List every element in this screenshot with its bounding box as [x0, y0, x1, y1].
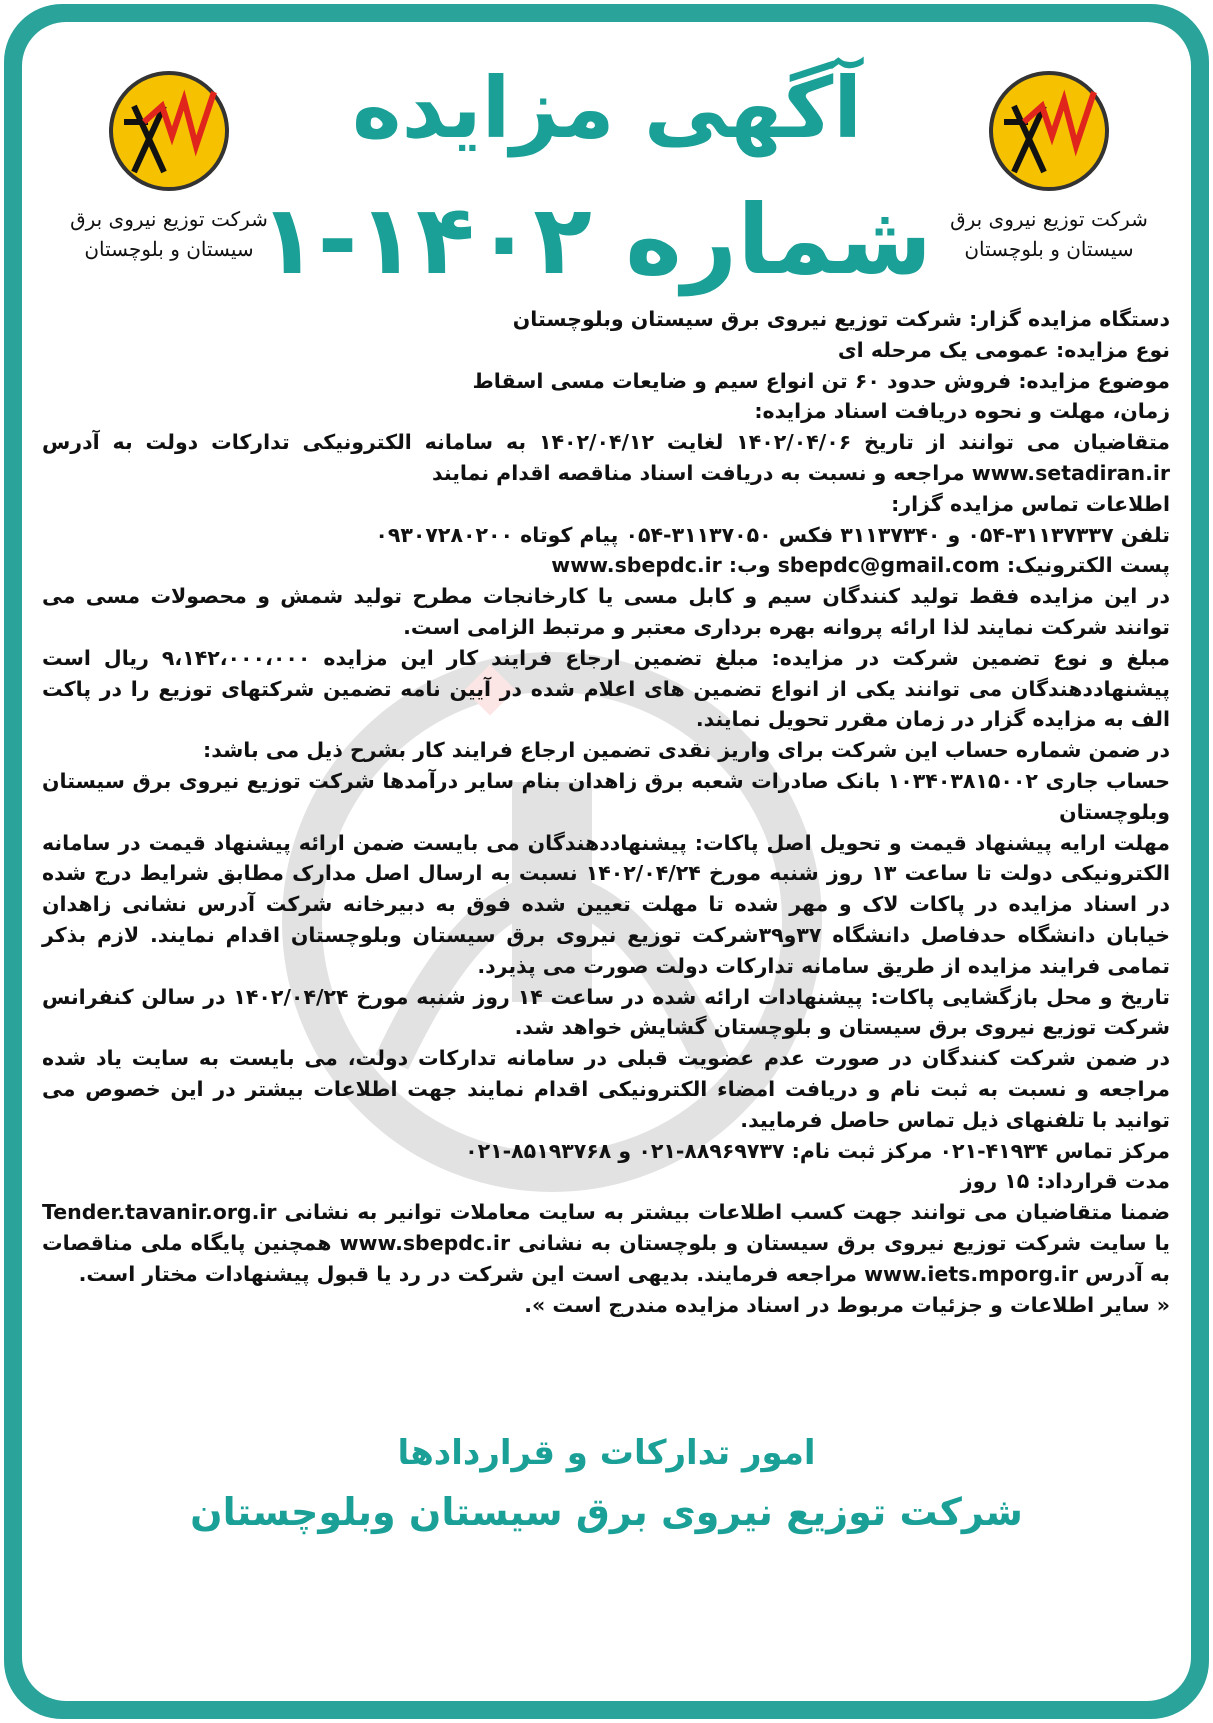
notice-body	[42, 304, 1170, 1320]
paragraph: مبلغ و نوع تضمین شرکت در مزایده: مبلغ تضمین ارجاع فرایند کار این مزایده ۹،۱۴۲،۰۰۰،۰۰۰ ریال است پیشنهاددهندگان می توانند یکی از انواع تضمین های اعلام شده در آیین نامه تضمین شرکتهای توزیع را در پاکت الف به مزایده گزار در زمان مقرر تحویل نمایند.	[42, 645, 1170, 732]
power-company-logo-icon	[104, 66, 234, 196]
power-company-logo-icon	[984, 66, 1114, 196]
paragraph: مهلت ارایه پیشنهاد قیمت و تحویل اصل پاکات: پیشنهاددهندگان می بایست ضمن ارائه پیشنهاد قیمت در سامانه الکترونیکی دولت تا ساعت ۱۳ روز شنبه مورخ ۱۴۰۲/۰۴/۲۴ نسبت به ارسال اصل مدارک مطابق شرایط درج شده در اسناد مزایده در پاکات لاک و مهر شده تا مهلت تعیین شده فوق به دبیرخانه شرکت آدرس نشانی زاهدان خیابان دانشگاه حدفاصل دانشگاه ۳۷و۳۹شرکت توزیع نیروی برق سیستان وبلوچستان اقدام نمایند. لازم بذکر تمامی فرایند مزایده از طریق سامانه تدارکات دولت صورت می پذیرد.	[42, 830, 1170, 978]
paragraph: زمان، مهلت و نحوه دریافت اسناد مزایده:	[754, 399, 1170, 424]
company-line-2: سیستان و بلوچستان	[964, 237, 1134, 261]
paragraph: ضمنا متقاضیان می توانند جهت کسب اطلاعات بیشتر به سایت معاملات توانیر به نشانی Tender.tavanir.org.ir یا سایت شرکت توزیع نیروی برق سیستان و بلوچستان به نشانی www.sbepdc.ir همچنین پایگاه ملی مناقصات به آدرس www.iets.mporg.ir مراجعه فرمایند. بدیهی است این شرکت در رد یا قبول پیشنهادات مختار است.	[42, 1200, 1170, 1286]
footer-department: امور تدارکات و قراردادها	[397, 1433, 816, 1473]
paragraph: نوع مزایده: عمومی یک مرحله ای	[837, 337, 1170, 362]
company-line-1: شرکت توزیع نیروی برق	[70, 207, 268, 231]
company-line-1: شرکت توزیع نیروی برق	[950, 207, 1148, 231]
paragraph: « سایر اطلاعات و جزئیات مربوط در اسناد مزایده مندرج است ».	[524, 1292, 1170, 1317]
paragraph: در ضمن شرکت کنندگان در صورت عدم عضویت قبلی در سامانه تدارکات دولت، می بایست به سایت یاد شده مراجعه و نسبت به ثبت نام و دریافت امضاء الکترونیکی اقدام نمایند جهت اطلاعات بیشتر در این خصوص می توانید با تلفنهای ذیل تماس حاصل فرمایید.	[42, 1046, 1170, 1132]
paragraph: در این مزایده فقط تولید کنندگان سیم و کابل مسی یا کارخانجات مطرح تولید شمش و محصولات مسی می توانند شرکت نمایند لذا ارائه پروانه بهره برداری معتبر و مرتبط الزامی است.	[42, 584, 1170, 639]
paragraph: مرکز تماس ۴۱۹۳۴-۰۲۱ مرکز ثبت نام: ۸۸۹۶۹۷۳۷-۰۲۱ و ۸۵۱۹۳۷۶۸-۰۲۱	[465, 1138, 1170, 1163]
paragraph: اطلاعات تماس مزایده گزار:	[891, 491, 1170, 516]
paragraph: دستگاه مزایده گزار: شرکت توزیع نیروی برق سیستان وبلوچستان	[512, 307, 1170, 331]
page-title: آگهی مزایده	[351, 59, 863, 157]
company-name-right	[914, 204, 1184, 264]
paragraph: مدت قرارداد: ۱۵ روز	[960, 1169, 1170, 1194]
paragraph: تلفن ۳۱۱۳۷۳۳۷-۰۵۴ و ۳۱۱۳۷۳۴۰ فکس ۳۱۱۳۷۰۵۰-۰۵۴ پیام کوتاه ۰۹۳۰۷۲۸۰۲۰۰	[375, 522, 1170, 547]
notice-paper	[22, 22, 1191, 1701]
paragraph: در ضمن شماره حساب این شرکت برای واریز نقدی تضمین ارجاع فرایند کار بشرح ذیل می باشد:	[203, 738, 1170, 763]
paragraph: حساب جاری ۱۰۳۴۰۳۸۱۵۰۰۲ بانک صادرات شعبه برق زاهدان بنام سایر درآمدها شرکت توزیع نیروی برق سیستان وبلوچستان	[42, 768, 1170, 824]
paragraph: تاریخ و محل بازگشایی پاکات: پیشنهادات ارائه شده در ساعت ۱۴ روز شنبه مورخ ۱۴۰۲/۰۴/۲۴ در سالن کنفرانس شرکت توزیع نیروی برق سیستان و بلوچستان گشایش خواهد شد.	[42, 984, 1170, 1040]
paragraph: موضوع مزایده: فروش حدود ۶۰ تن انواع سیم و ضایعات مسی اسقاط	[472, 368, 1170, 393]
footer-company: شرکت توزیع نیروی برق سیستان وبلوچستان	[190, 1490, 1023, 1534]
tender-number: شماره ۱۴۰۲-۱	[259, 184, 932, 296]
company-line-2: سیستان و بلوچستان	[84, 237, 254, 261]
paragraph: متقاضیان می توانند از تاریخ ۱۴۰۲/۰۴/۰۶ لغایت ۱۴۰۲/۰۴/۱۲ به سامانه الکترونیکی تدارکات دولت به آدرس www.setadiran.ir مراجعه و نسبت به دریافت اسناد مناقصه اقدام نمایند	[42, 430, 1170, 485]
paragraph: پست الکترونیک: sbepdc@gmail.com وب: www.sbepdc.ir	[551, 553, 1170, 578]
